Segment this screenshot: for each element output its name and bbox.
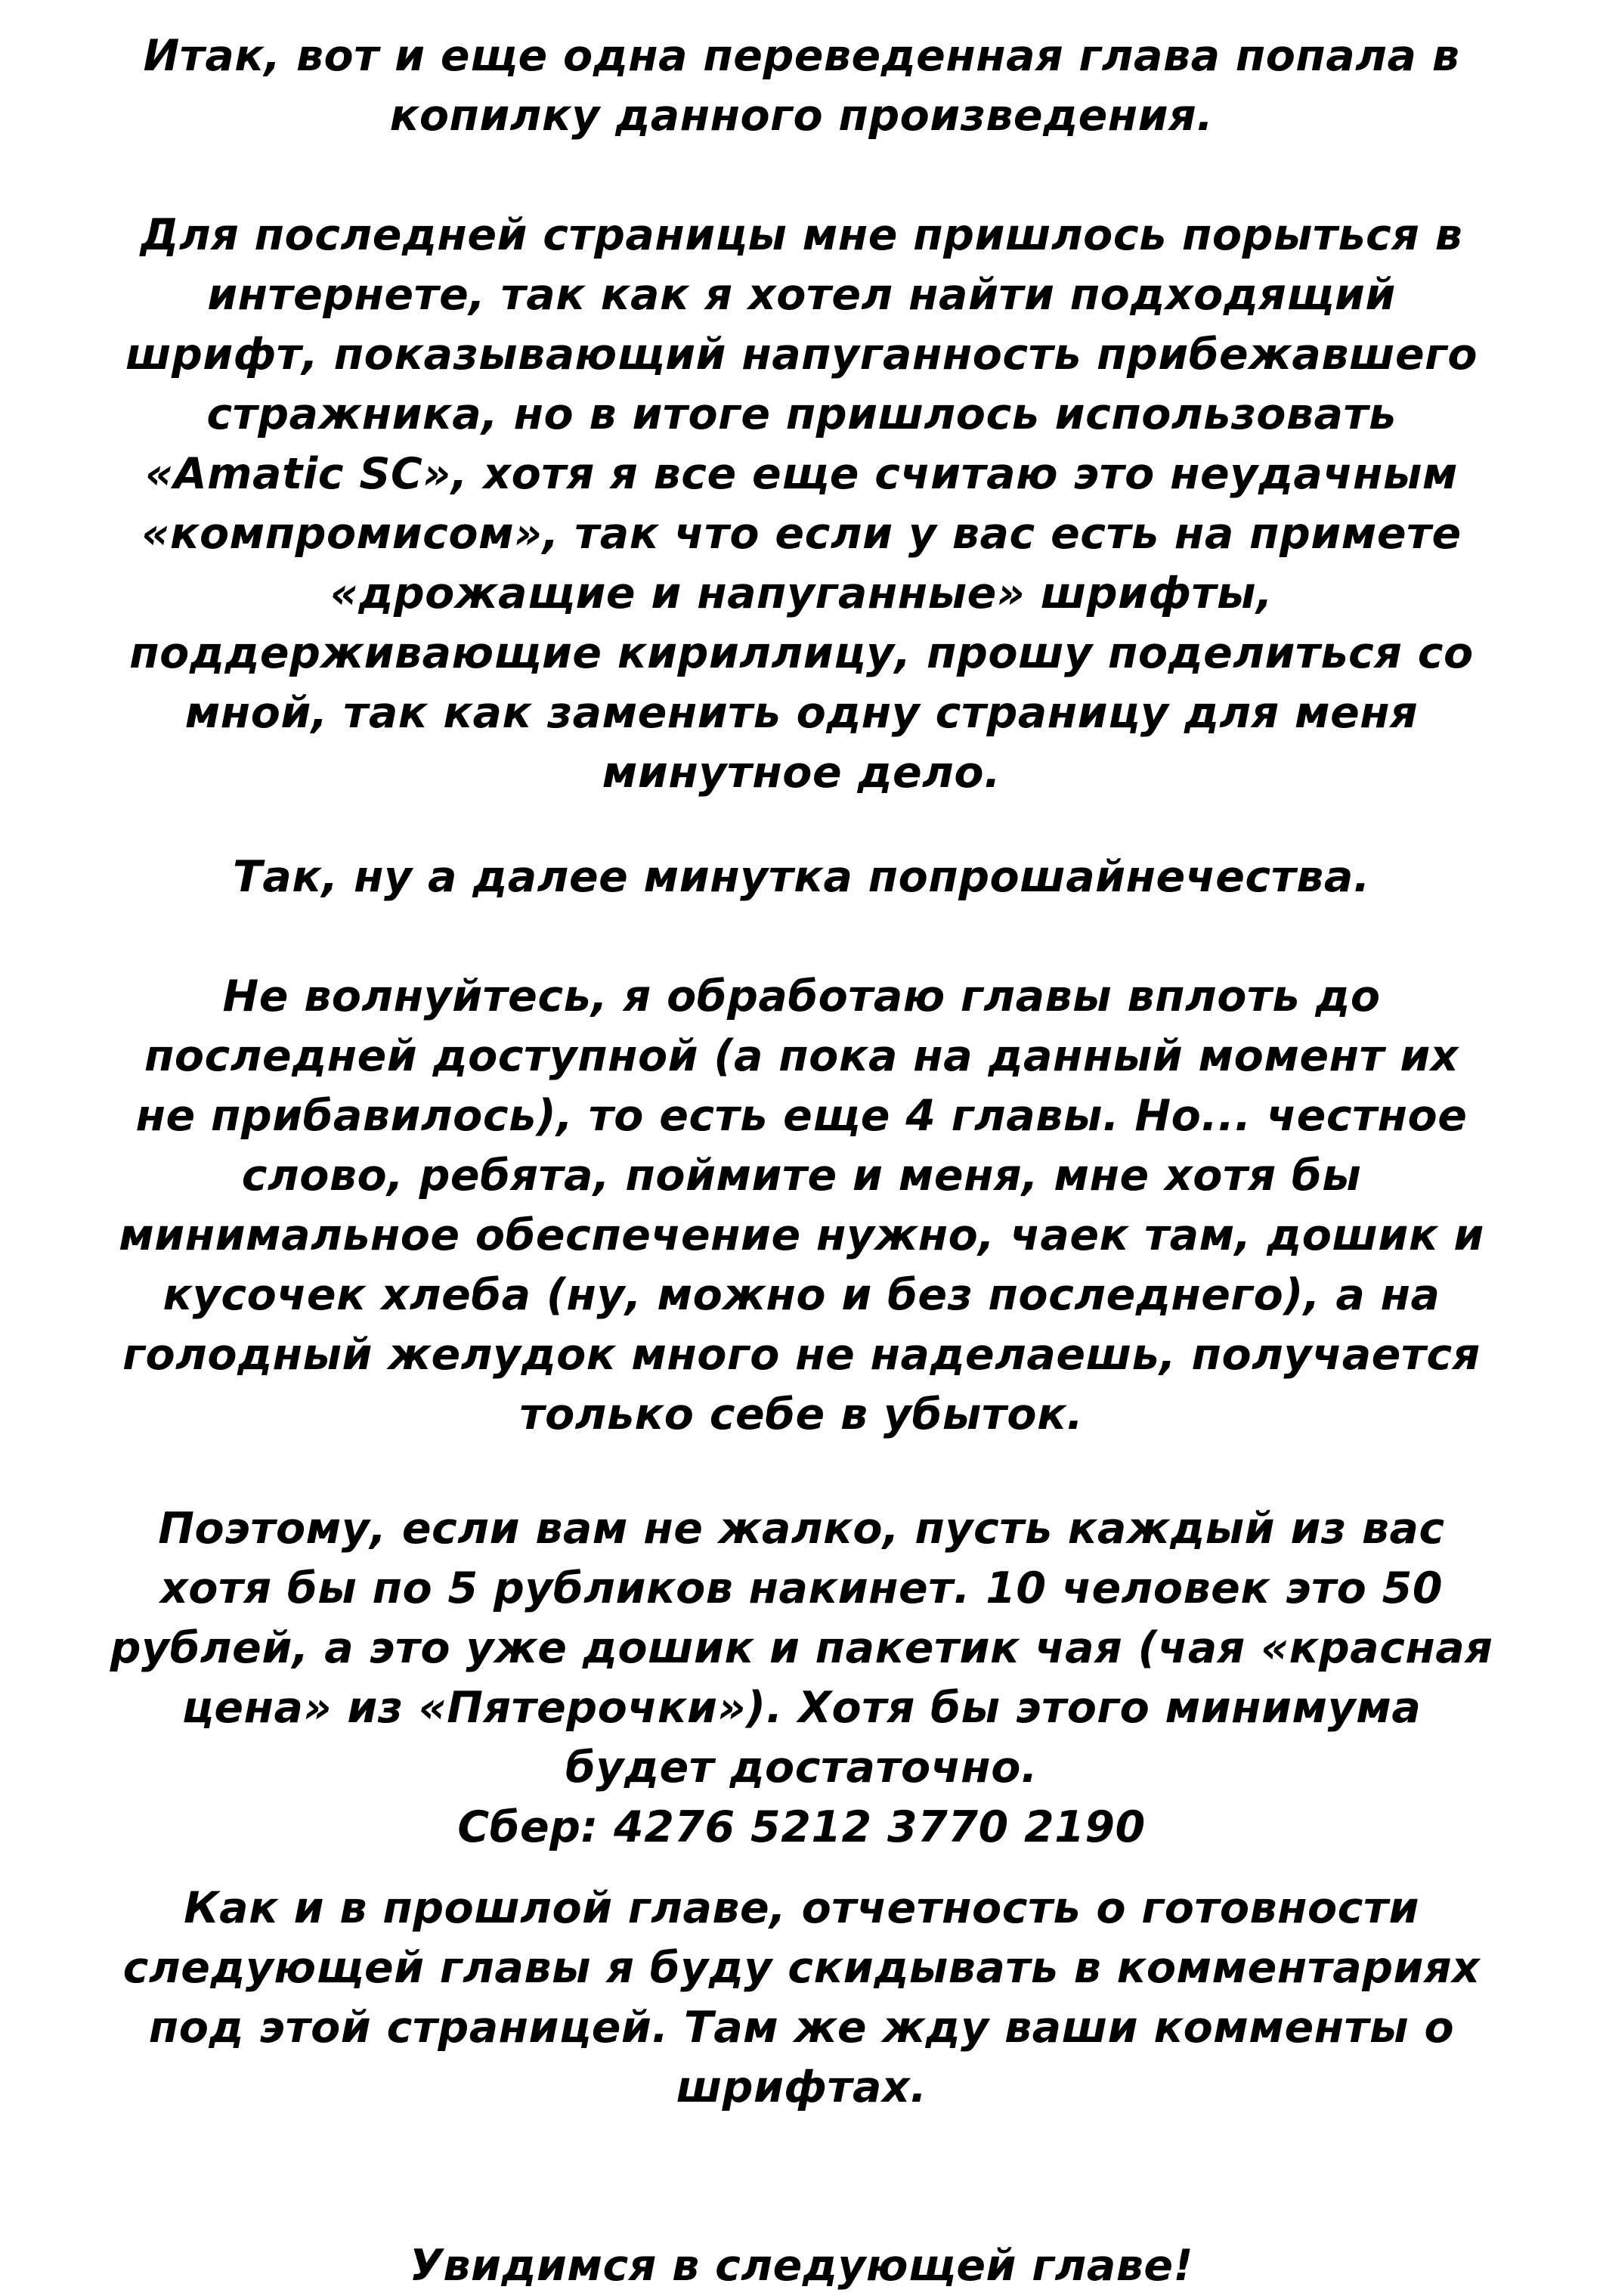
text-line: следующей главы я буду скидывать в комментариях xyxy=(122,1943,1481,1993)
text-line: шрифт, показывающий напуганность прибежавшего xyxy=(125,330,1478,380)
text-line: Итак, вот и еще одна переведенная глава попала в xyxy=(143,31,1460,81)
text-line: цена» из «Пятерочки»). Хотя бы этого минимума xyxy=(181,1683,1422,1733)
text-line: минимальное обеспечение нужно, чаек там, дошик и xyxy=(119,1210,1484,1260)
text-line: рублей, а это уже дошик и пакетик чая (чая «красная xyxy=(110,1623,1493,1673)
text-line: интернете, так как я хотел найти подходящий xyxy=(207,270,1396,320)
paragraph-font-note xyxy=(45,206,1558,803)
text-line: минутное дело. xyxy=(602,748,1001,798)
text-line: не прибавилось), то есть еще 4 главы. Но... честное xyxy=(135,1091,1468,1141)
text-line: шрифтах. xyxy=(676,2062,927,2112)
bank-card-number: Сбер: 4276 5212 3770 2190 xyxy=(457,1802,1146,1852)
text-line: мной, так как заменить одну страницу для меня xyxy=(184,688,1419,738)
text-line: слово, ребята, поймите и меня, мне хотя бы xyxy=(241,1151,1362,1201)
text-line: стражника, но в итоге пришлось использовать xyxy=(206,389,1397,439)
text-line: Для последней страницы мне пришлось порыться в xyxy=(140,210,1463,260)
paragraph-farewell xyxy=(45,2236,1558,2296)
paragraph-reassurance xyxy=(45,967,1558,1445)
text-line: поддерживающие кириллицу, прошу поделиться со xyxy=(129,628,1474,678)
text-line: только себе в убыток. xyxy=(519,1390,1084,1439)
paragraph-intro xyxy=(45,26,1558,146)
text-line: Так, ну а далее минутка попрошайнечества. xyxy=(233,852,1370,902)
paragraph-comments-note xyxy=(45,1879,1558,2118)
text-line: копилку данного произведения. xyxy=(389,91,1214,141)
text-line: Как и в прошлой главе, отчетность о готовности xyxy=(184,1883,1419,1933)
text-line: кусочек хлеба (ну, можно и без последнего), а на xyxy=(162,1270,1441,1320)
paragraph-transition xyxy=(45,847,1558,907)
text-line: Не волнуйтесь, я обработаю главы вплоть до xyxy=(222,971,1381,1021)
text-line: «Amatic SC», хотя я все еще считаю это неудачным xyxy=(144,449,1459,499)
text-line: последней доступной (а пока на данный момент их xyxy=(144,1031,1459,1081)
text-line: под этой страницей. Там же жду ваши комменты о xyxy=(148,2003,1455,2053)
text-line: хотя бы по 5 рубликов накинет. 10 человек это 50 xyxy=(159,1563,1443,1613)
text-line: Увидимся в следующей главе! xyxy=(409,2241,1194,2291)
text-line: «дрожащие и напуганные» шрифты, xyxy=(330,569,1273,618)
text-line: будет достаточно. xyxy=(565,1743,1038,1792)
text-line: голодный желудок много не наделаешь, получается xyxy=(122,1330,1481,1380)
text-line: «компромисом», так что если у вас есть на примете xyxy=(141,509,1462,559)
text-line: Поэтому, если вам не жалко, пусть каждый из вас xyxy=(158,1504,1445,1554)
paragraph-donation xyxy=(45,1499,1558,1858)
